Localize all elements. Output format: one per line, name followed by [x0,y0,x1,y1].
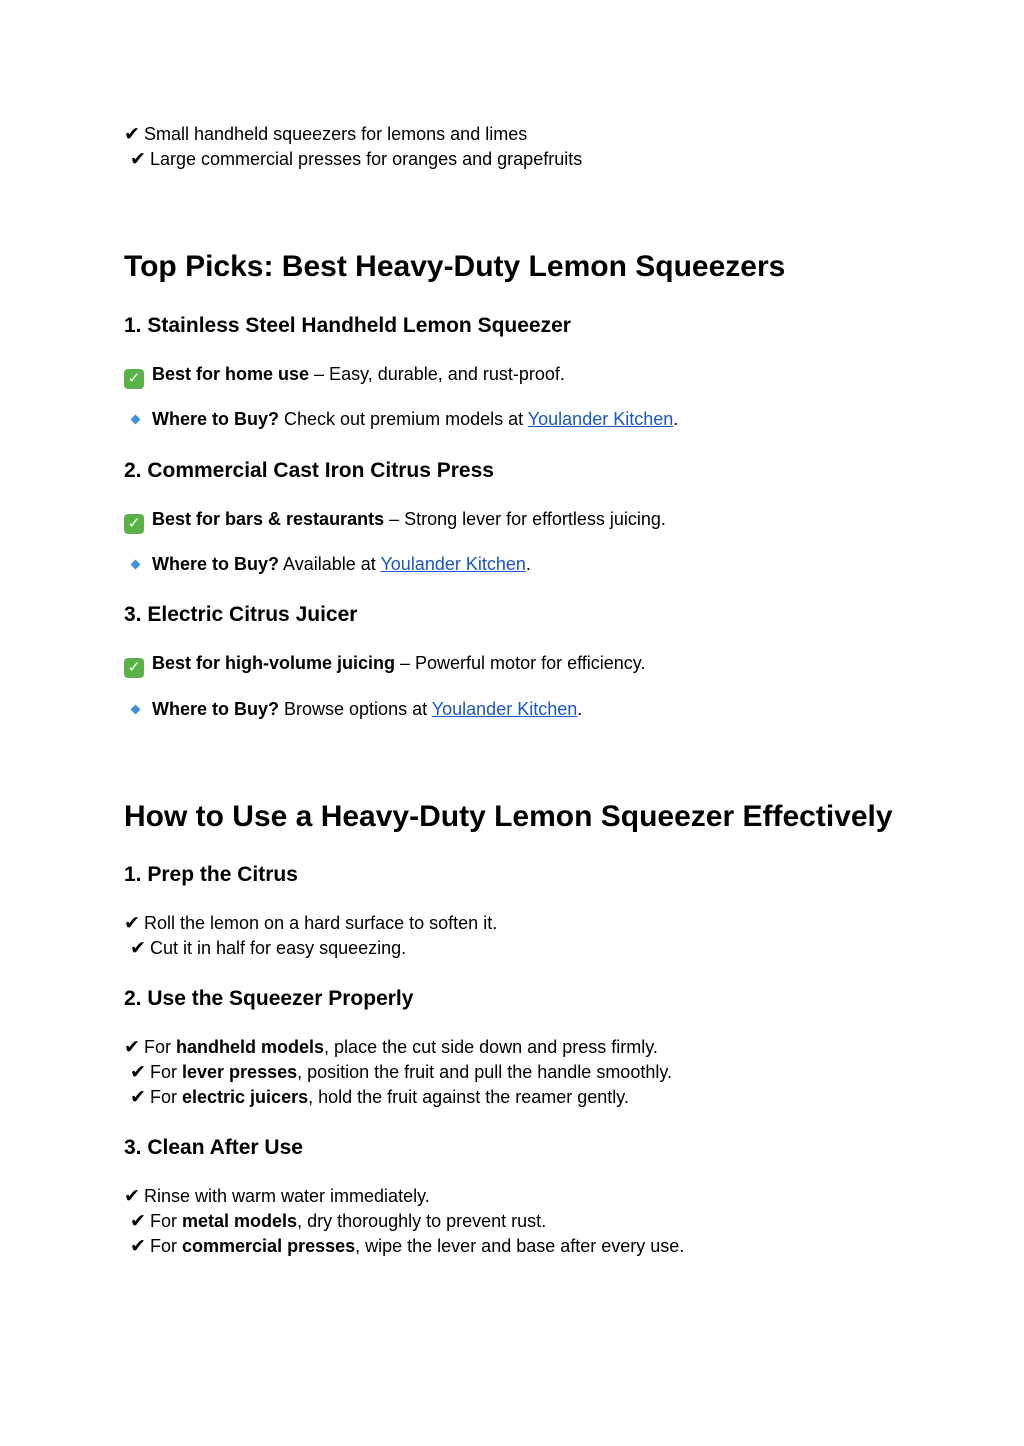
checkmark-icon: ✔ [130,149,146,170]
step-line [130,1060,672,1085]
where-to-buy-label: Where to Buy? [152,699,280,719]
checkmark-icon: ✔ [130,1062,146,1083]
where-to-buy-text: Check out premium models at [279,409,528,429]
step-text: , position the fruit and pull the handle smoothly. [297,1062,673,1082]
where-to-buy-text: Browse options at [279,699,432,719]
checkmark-icon: ✔ [124,913,140,934]
step-line [124,1184,430,1209]
intro-text: Large commercial presses for oranges and grapefruits [150,149,583,169]
youlander-kitchen-link[interactable]: Youlander Kitchen [380,554,526,574]
checkmark-icon: ✔ [124,1186,140,1207]
step-line [130,1234,684,1259]
step-text: , wipe the lever and base after every use. [355,1236,685,1256]
where-to-buy-line [124,407,678,431]
item-heading: 2. Commercial Cast Iron Citrus Press [124,459,494,482]
step-text: , hold the fruit against the reamer gently. [308,1087,629,1107]
section-title-how-to-use: How to Use a Heavy-Duty Lemon Squeezer Effectively [124,800,893,833]
best-for-label: Best for home use [152,364,310,384]
punctuation: . [577,699,583,719]
step-text: For [150,1211,183,1231]
step-bold: electric juicers [182,1087,309,1107]
checkmark-icon: ✔ [130,938,146,959]
step-bold: handheld models [176,1037,325,1057]
step-text: , place the cut side down and press firmly. [324,1037,658,1057]
blue-diamond-icon [131,415,141,425]
step-text: For [150,1062,183,1082]
step-text: For [150,1087,183,1107]
where-to-buy-label: Where to Buy? [152,554,280,574]
checkmark-icon: ✔ [130,1087,146,1108]
step-heading: 3. Clean After Use [124,1136,303,1159]
green-check-icon: ✓ [124,369,144,389]
blue-diamond-icon [131,705,141,715]
step-line [130,1209,546,1234]
step-line [124,1035,658,1060]
punctuation: . [525,554,531,574]
step-heading: 2. Use the Squeezer Properly [124,987,414,1010]
checkmark-icon: ✔ [130,1236,146,1257]
youlander-kitchen-link[interactable]: Youlander Kitchen [431,699,578,719]
item-heading: 1. Stainless Steel Handheld Lemon Squeezer [124,314,571,337]
intro-item [124,122,527,147]
step-line [124,911,497,936]
best-for-line [124,362,565,389]
best-for-line [124,507,666,534]
best-for-desc: – Powerful motor for efficiency. [395,653,646,673]
step-bold: commercial presses [182,1236,356,1256]
checkmark-icon: ✔ [124,124,140,145]
best-for-desc: – Strong lever for effortless juicing. [384,509,666,529]
step-text: Cut it in half for easy squeezing. [150,938,407,958]
where-to-buy-line [124,697,582,721]
best-for-label: Best for high-volume juicing [152,653,396,673]
step-line [130,936,406,961]
where-to-buy-text: Available at [279,554,381,574]
intro-text: Small handheld squeezers for lemons and limes [144,124,528,144]
step-text: Rinse with warm water immediately. [144,1186,430,1206]
step-bold: lever presses [182,1062,298,1082]
best-for-desc: – Easy, durable, and rust-proof. [309,364,565,384]
step-bold: metal models [182,1211,298,1231]
where-to-buy-line [124,552,531,576]
punctuation: . [673,409,679,429]
step-text: Roll the lemon on a hard surface to soften it. [144,913,498,933]
best-for-line [124,651,645,678]
blue-diamond-icon [131,560,141,570]
step-text: For [144,1037,177,1057]
intro-item [130,147,582,172]
checkmark-icon: ✔ [124,1037,140,1058]
section-title-top-picks: Top Picks: Best Heavy-Duty Lemon Squeezers [124,250,786,283]
step-heading: 1. Prep the Citrus [124,863,298,886]
item-heading: 3. Electric Citrus Juicer [124,603,358,626]
best-for-label: Best for bars & restaurants [152,509,385,529]
step-text: , dry thoroughly to prevent rust. [297,1211,547,1231]
green-check-icon: ✓ [124,514,144,534]
youlander-kitchen-link[interactable]: Youlander Kitchen [527,409,674,429]
where-to-buy-label: Where to Buy? [152,409,280,429]
checkmark-icon: ✔ [130,1211,146,1232]
step-line [130,1085,629,1110]
step-text: For [150,1236,183,1256]
green-check-icon: ✓ [124,658,144,678]
